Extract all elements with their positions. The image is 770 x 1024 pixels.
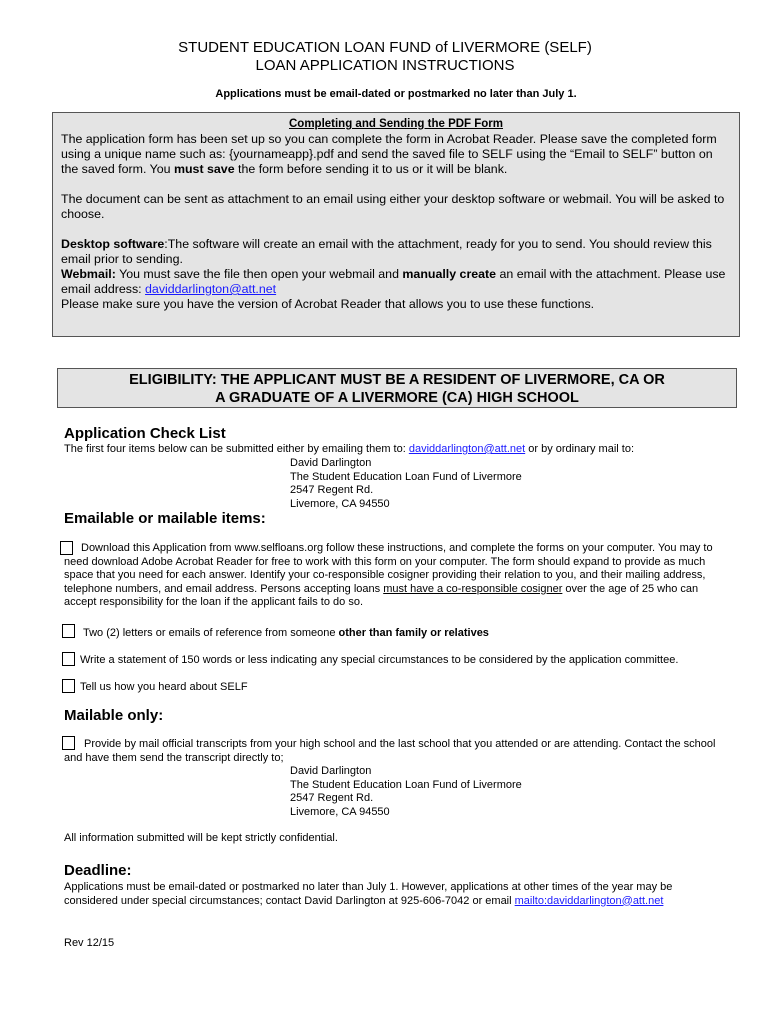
item4-checkbox[interactable] [62, 679, 75, 693]
pdf-box-heading: Completing and Sending the PDF Form [288, 118, 504, 130]
checklist-intro: The first four items below can be submitted either by emailing them to: daviddarlington@att.net or by ordinary mail to: [64, 443, 635, 455]
mailable-heading: Mailable only: [64, 707, 164, 724]
eligibility-line-2: A GRADUATE OF A LIVERMORE (CA) HIGH SCHOOL [215, 389, 579, 406]
pdf-box-paragraph-1: The application form has been set up so you can complete the form in Acrobat Reader. Please save the completed form using a unique name such as: {yournameapp}.pdf and send the saved file to SELF using the “Email to SELF” button on the saved form. You must save the form before sending it to us or it will be blank. [61, 132, 717, 176]
emailable-heading: Emailable or mailable items: [64, 510, 266, 527]
confidential-note: All information submitted will be kept strictly confidential. [64, 832, 338, 844]
eligibility-line-1: ELIGIBILITY: THE APPLICANT MUST BE A RESIDENT OF LIVERMORE, CA OR [129, 372, 665, 388]
checklist-email-link[interactable]: daviddarlington@att.net [408, 443, 526, 455]
webmail-paragraph: Webmail: You must save the file then open your webmail and manually create an email with the attachment. Please use email address: daviddarlington@att.net [61, 267, 726, 296]
emailable-item-1: Download this Application from www.selfloans.org follow these instructions, and complete the forms on your computer. You may to need download Adobe Acrobat Reader for free to work with this form on your computer. The form should expand to provide as much space that you need for each answer. Identify your co-responsible cosigner providing their relation to you, and their mailing address, telephone numbers, and email address. Persons accepting loans must have a co-responsible cosigner over the age of 25 who can accept responsibility for the loan if the applicant fails to do so. [64, 542, 713, 608]
desktop-software-paragraph: Desktop software:The software will create an email with the attachment, ready for you to send. You should review this email prior to sending. [61, 237, 712, 266]
deadline-heading: Deadline: [64, 862, 132, 879]
pdf-instructions-box [52, 112, 740, 337]
item3-checkbox[interactable] [62, 652, 75, 666]
emailable-item-2: Two (2) letters or emails of reference from someone other than family or relatives [83, 627, 489, 639]
checklist-address: David Darlington The Student Education Loan Fund of Livermore 2547 Regent Rd. Livemore, CA 94550 [290, 457, 522, 510]
emailable-item-4: Tell us how you heard about SELF [80, 681, 248, 693]
checklist-heading: Application Check List [64, 425, 226, 442]
deadline-note: Applications must be email-dated or postmarked no later than July 1. [215, 88, 577, 100]
acrobat-note: Please make sure you have the version of Acrobat Reader that allows you to use these functions. [61, 297, 595, 311]
doc-subtitle: LOAN APPLICATION INSTRUCTIONS [255, 57, 515, 74]
mailable-item-1: Provide by mail official transcripts from your high school and the last school that you attended or are attending. Contact the school and have them send the transcript directly to; [64, 738, 716, 764]
revision-label: Rev 12/15 [64, 937, 115, 949]
email-link[interactable]: daviddarlington@att.net [145, 282, 277, 296]
deadline-text: Applications must be email-dated or postmarked no later than July 1. However, applications at other times of the year may be considered under special circumstances; contact David Darlington at 925-606-7042 or email mailto:daviddarlington@att.net [64, 881, 673, 907]
doc-title: STUDENT EDUCATION LOAN FUND of LIVERMORE (SELF) [178, 39, 592, 56]
pdf-box-paragraph-2: The document can be sent as attachment to an email using either your desktop software or webmail. You will be asked to choose. [61, 192, 725, 221]
deadline-email-link[interactable]: mailto:daviddarlington@att.net [514, 894, 664, 907]
eligibility-banner [57, 368, 737, 408]
item2-checkbox[interactable] [62, 624, 75, 638]
emailable-item-3: Write a statement of 150 words or less indicating any special circumstances to be considered by the application committee. [80, 654, 679, 666]
mailable-address: David Darlington The Student Education Loan Fund of Livermore 2547 Regent Rd. Livemore, CA 94550 [290, 765, 522, 818]
